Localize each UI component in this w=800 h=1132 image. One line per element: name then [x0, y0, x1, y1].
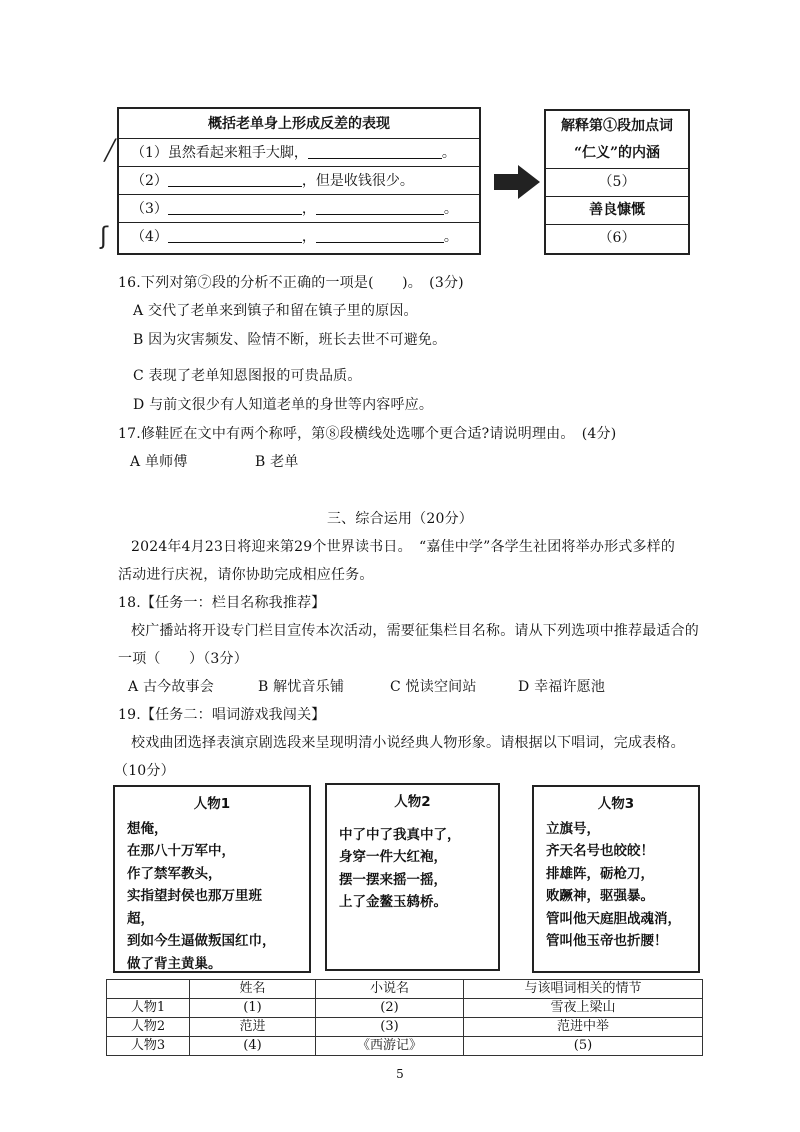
q16-option-b[interactable]: B 因为灾害频发、险情不断，班长去世不可避免。 — [133, 332, 447, 348]
q16-stem: 16.下列对第⑦段的分析不正确的一项是( )。 (3分) — [118, 275, 464, 291]
explain-table — [544, 109, 690, 255]
section-intro-line-2: 活动进行庆祝，请你协助完成相应任务。 — [118, 567, 374, 583]
q19-line-2: （10分） — [114, 763, 175, 779]
table-row: 人物1 (1) (2) 雪夜上梁山 — [107, 999, 703, 1018]
answer-blank[interactable] — [168, 200, 302, 215]
handwritten-scribble-mark: ʃ — [100, 222, 109, 250]
q18-option-a[interactable]: A 古今故事会 — [128, 679, 214, 695]
table-header-row: 姓名 小说名 与该唱词相关的情节 — [107, 980, 703, 999]
answer-cell[interactable]: (4) — [190, 1037, 316, 1056]
right-arrow-icon — [494, 165, 540, 199]
answer-blank[interactable] — [308, 144, 442, 159]
explain-table-header: 解释第①段加点词 “仁义”的内涵 — [546, 111, 688, 169]
lyric-box-title: 人物2 — [394, 794, 431, 810]
handwritten-check-mark: ╱ — [104, 138, 117, 162]
q17-option-b[interactable]: B 老单 — [255, 454, 299, 470]
q19-title: 19.【任务二：唱词游戏我闯关】 — [118, 707, 326, 723]
q16-option-d[interactable]: D 与前文很少有人知道老单的身世等内容呼应。 — [133, 397, 434, 413]
answer-blank[interactable] — [168, 172, 302, 187]
q18-title: 18.【任务一：栏目名称我推荐】 — [118, 595, 326, 611]
answer-cell[interactable]: (3) — [316, 1018, 464, 1037]
q18-line-2: 一项（ ）（3分） — [118, 651, 248, 667]
q16-option-a[interactable]: A 交代了老单来到镇子和留在镇子里的原因。 — [133, 303, 418, 319]
q19-line-1: 校戏曲团选择表演京剧选段来呈现明清小说经典人物形象。请根据以下唱词，完成表格。 — [131, 735, 685, 751]
q18-option-d[interactable]: D 幸福许愿池 — [518, 679, 606, 695]
summary-row-2: （2） ，但是收钱很少。 — [119, 167, 479, 195]
lyric-box-3: 人物3 立旗号， 齐天名号也皎皎！ 排雄阵，砺枪刀， 败蹶神，驱强暴。 管叫他天庭胆战魂消， 管叫他玉帝也折腰！ — [532, 785, 700, 973]
lyric-box-2: 人物2 中了中了我真中了， 身穿一件大红袍， 摆一摆来摇一摇， 上了金鳌玉鸫桥。 — [325, 783, 500, 971]
answer-blank[interactable] — [168, 228, 302, 243]
answer-cell[interactable]: (5) — [464, 1037, 703, 1056]
summary-table-header: 概括老单身上形成反差的表现 — [119, 109, 479, 139]
answer-blank[interactable] — [316, 200, 444, 215]
answer-cell[interactable]: (2) — [316, 999, 464, 1018]
answer-cell[interactable]: (1) — [190, 999, 316, 1018]
section-intro-line-1: 2024年4月23日将迎来第29个世界读书日。 “嘉佳中学”各学生社团将举办形式多样的 — [131, 539, 676, 555]
explain-cell-5[interactable]: （5） — [546, 169, 688, 197]
lyric-box-title: 人物1 — [193, 796, 231, 812]
table-row: 人物2 范进 (3) 范进中举 — [107, 1018, 703, 1037]
explain-cell-6[interactable]: （6） — [598, 230, 636, 246]
summary-table — [117, 107, 481, 255]
q18-option-b[interactable]: B 解忧音乐铺 — [258, 679, 345, 695]
q16-option-c[interactable]: C 表现了老单知恩图报的可贵品质。 — [133, 368, 362, 384]
q18-line-1: 校广播站将开设专门栏目宣传本次活动，需要征集栏目名称。请从下列选项中推荐最适合的 — [131, 623, 699, 639]
table-row: 人物3 (4) 《西游记》 (5) — [107, 1037, 703, 1056]
summary-row-4: （4） ， 。 — [131, 229, 458, 245]
section-title: 三、综合运用（20分） — [326, 511, 473, 527]
q17-option-a[interactable]: A 单师傅 — [130, 454, 188, 470]
page-number: 5 — [396, 1067, 404, 1081]
character-table — [106, 979, 703, 1056]
answer-blank[interactable] — [316, 228, 444, 243]
lyric-box-1: 人物1 想俺， 在那八十万军中， 作了禁军教头， 实指望封侯也那万里班 超， 到如今生逼做叛国红巾， 做了背主黄巢。 — [113, 785, 311, 973]
q18-option-c[interactable]: C 悦读空间站 — [390, 679, 477, 695]
summary-row-3: （3） ， 。 — [119, 195, 479, 223]
summary-row-1: （1）虽然看起来粗手大脚， 。 — [119, 139, 479, 167]
lyric-box-title: 人物3 — [597, 796, 635, 812]
q17-stem: 17.修鞋匠在文中有两个称呼，第⑧段横线处选哪个更合适?请说明理由。 (4分) — [118, 426, 617, 442]
explain-cell-kind: 善良慷慨 — [546, 197, 688, 225]
